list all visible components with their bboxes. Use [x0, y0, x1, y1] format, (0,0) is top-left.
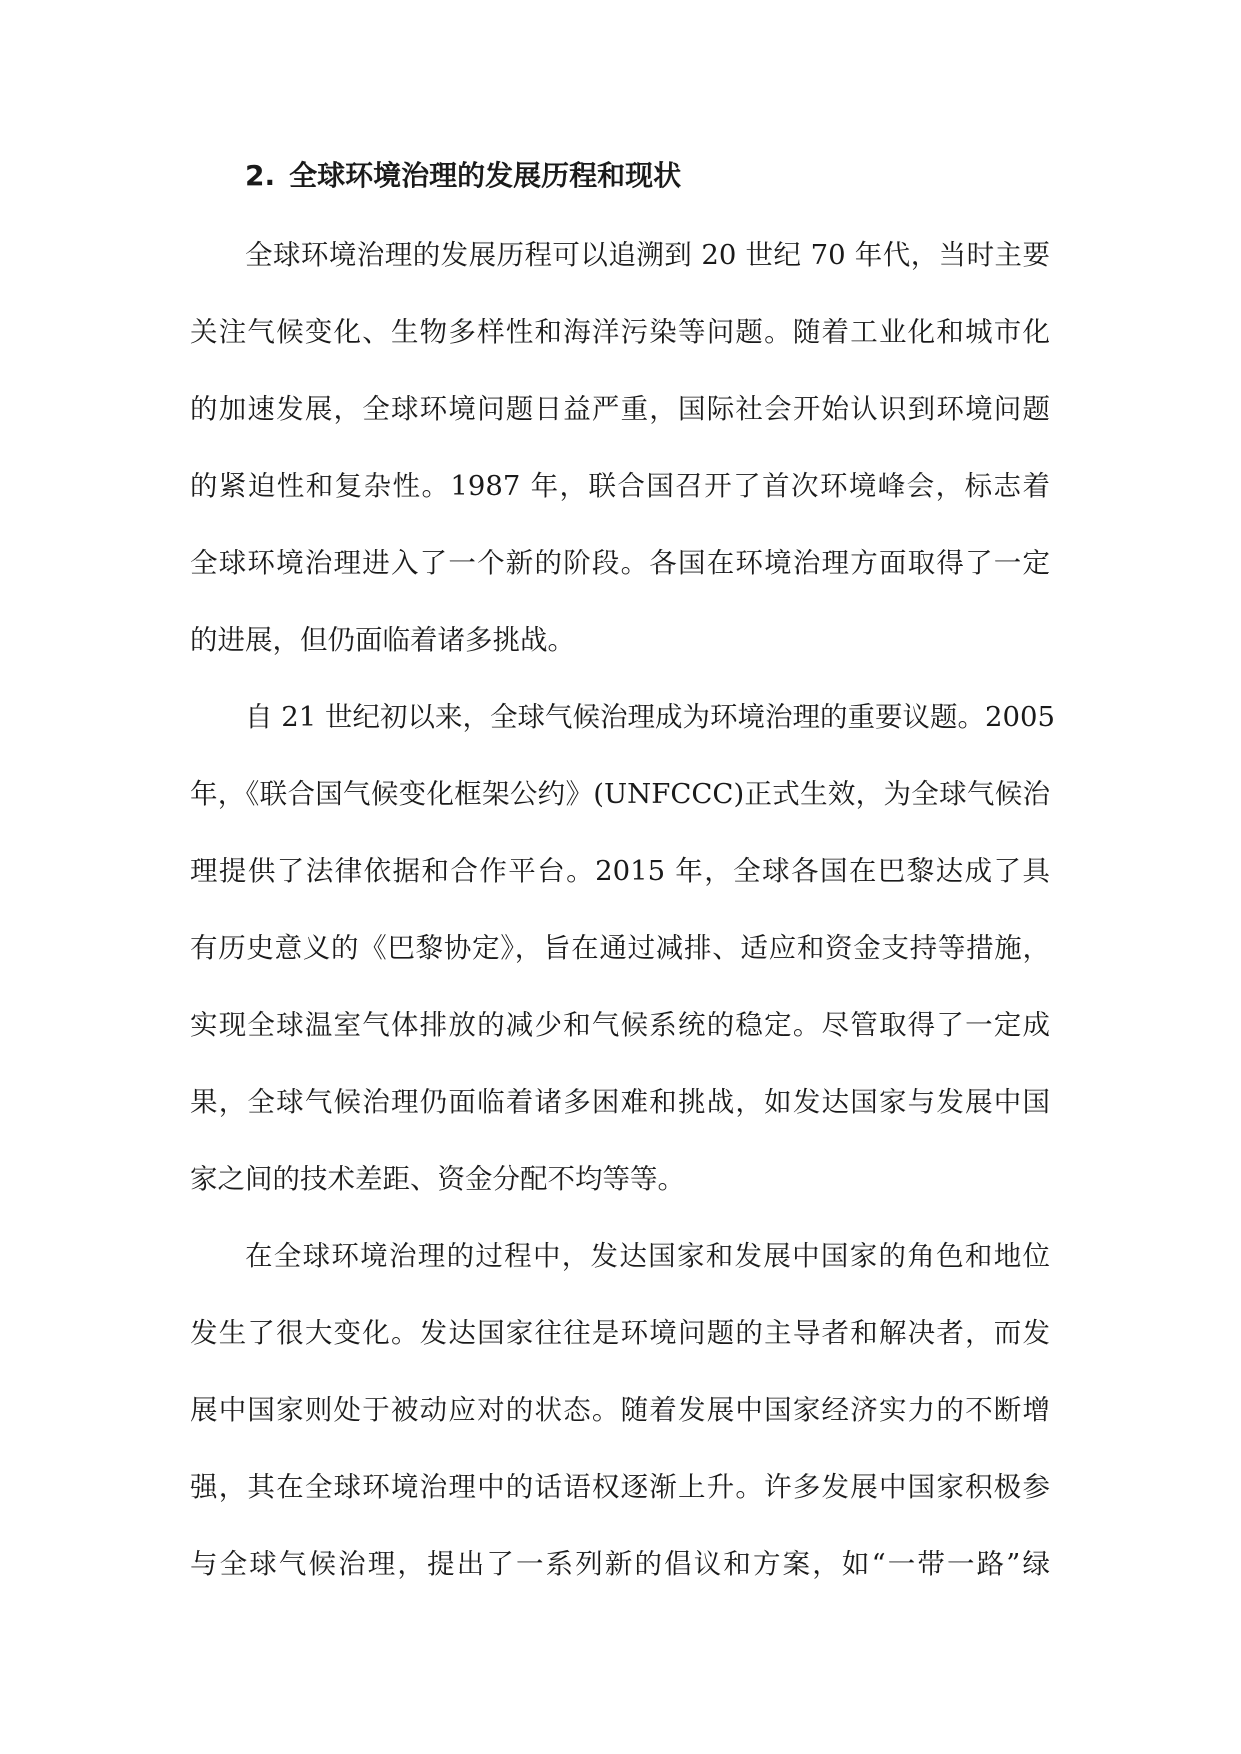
- document-body: [190, 140, 1055, 1603]
- paragraph-line: 实现全球温室气体排放的减少和气候系统的稳定。尽管取得了一定成: [190, 1009, 1050, 1041]
- paragraph-line: 强，其在全球环境治理中的话语权逐渐上升。许多发展中国家积极参: [190, 1471, 1050, 1503]
- paragraph-line: 家之间的技术差距、资金分配不均等等。: [190, 1163, 685, 1195]
- section-heading: [190, 140, 1050, 212]
- paragraph-line: 全球环境治理的发展历程可以追溯到 20 世纪 70 年代，当时主要: [245, 239, 1050, 271]
- paragraph-line: 的进展，但仍面临着诸多挑战。: [190, 624, 575, 656]
- paragraph-history: [190, 217, 1050, 679]
- paragraph-roles: [190, 1218, 1050, 1603]
- paragraph-line: 自 21 世纪初以来，全球气候治理成为环境治理的重要议题。2005: [245, 701, 1055, 733]
- paragraph-line: 全球环境治理进入了一个新的阶段。各国在环境治理方面取得了一定: [190, 547, 1050, 579]
- paragraph-line: 展中国家则处于被动应对的状态。随着发展中国家经济实力的不断增: [190, 1394, 1050, 1426]
- paragraph-climate-governance: [190, 679, 1055, 1218]
- paragraph-line: 果，全球气候治理仍面临着诸多困难和挑战，如发达国家与发展中国: [190, 1086, 1050, 1118]
- paragraph-line: 在全球环境治理的过程中，发达国家和发展中国家的角色和地位: [245, 1240, 1050, 1272]
- paragraph-line: 年，《联合国气候变化框架公约》(UNFCCC)正式生效，为全球气候治: [190, 778, 1050, 810]
- paragraph-line: 与全球气候治理，提出了一系列新的倡议和方案，如“一带一路”绿: [190, 1548, 1050, 1580]
- paragraph-line: 有历史意义的《巴黎协定》，旨在通过减排、适应和资金支持等措施，: [190, 932, 1050, 964]
- paragraph-line: 理提供了法律依据和合作平台。2015 年，全球各国在巴黎达成了具: [190, 855, 1050, 887]
- paragraph-line: 的加速发展，全球环境问题日益严重，国际社会开始认识到环境问题: [190, 393, 1050, 425]
- section-number: 2.: [245, 159, 276, 192]
- paragraph-line: 的紧迫性和复杂性。1987 年，联合国召开了首次环境峰会，标志着: [190, 470, 1050, 502]
- paragraph-line: 关注气候变化、生物多样性和海洋污染等问题。随着工业化和城市化: [190, 316, 1050, 348]
- paragraph-line: 发生了很大变化。发达国家往往是环境问题的主导者和解决者，而发: [190, 1317, 1050, 1349]
- section-title: 全球环境治理的发展历程和现状: [289, 159, 682, 192]
